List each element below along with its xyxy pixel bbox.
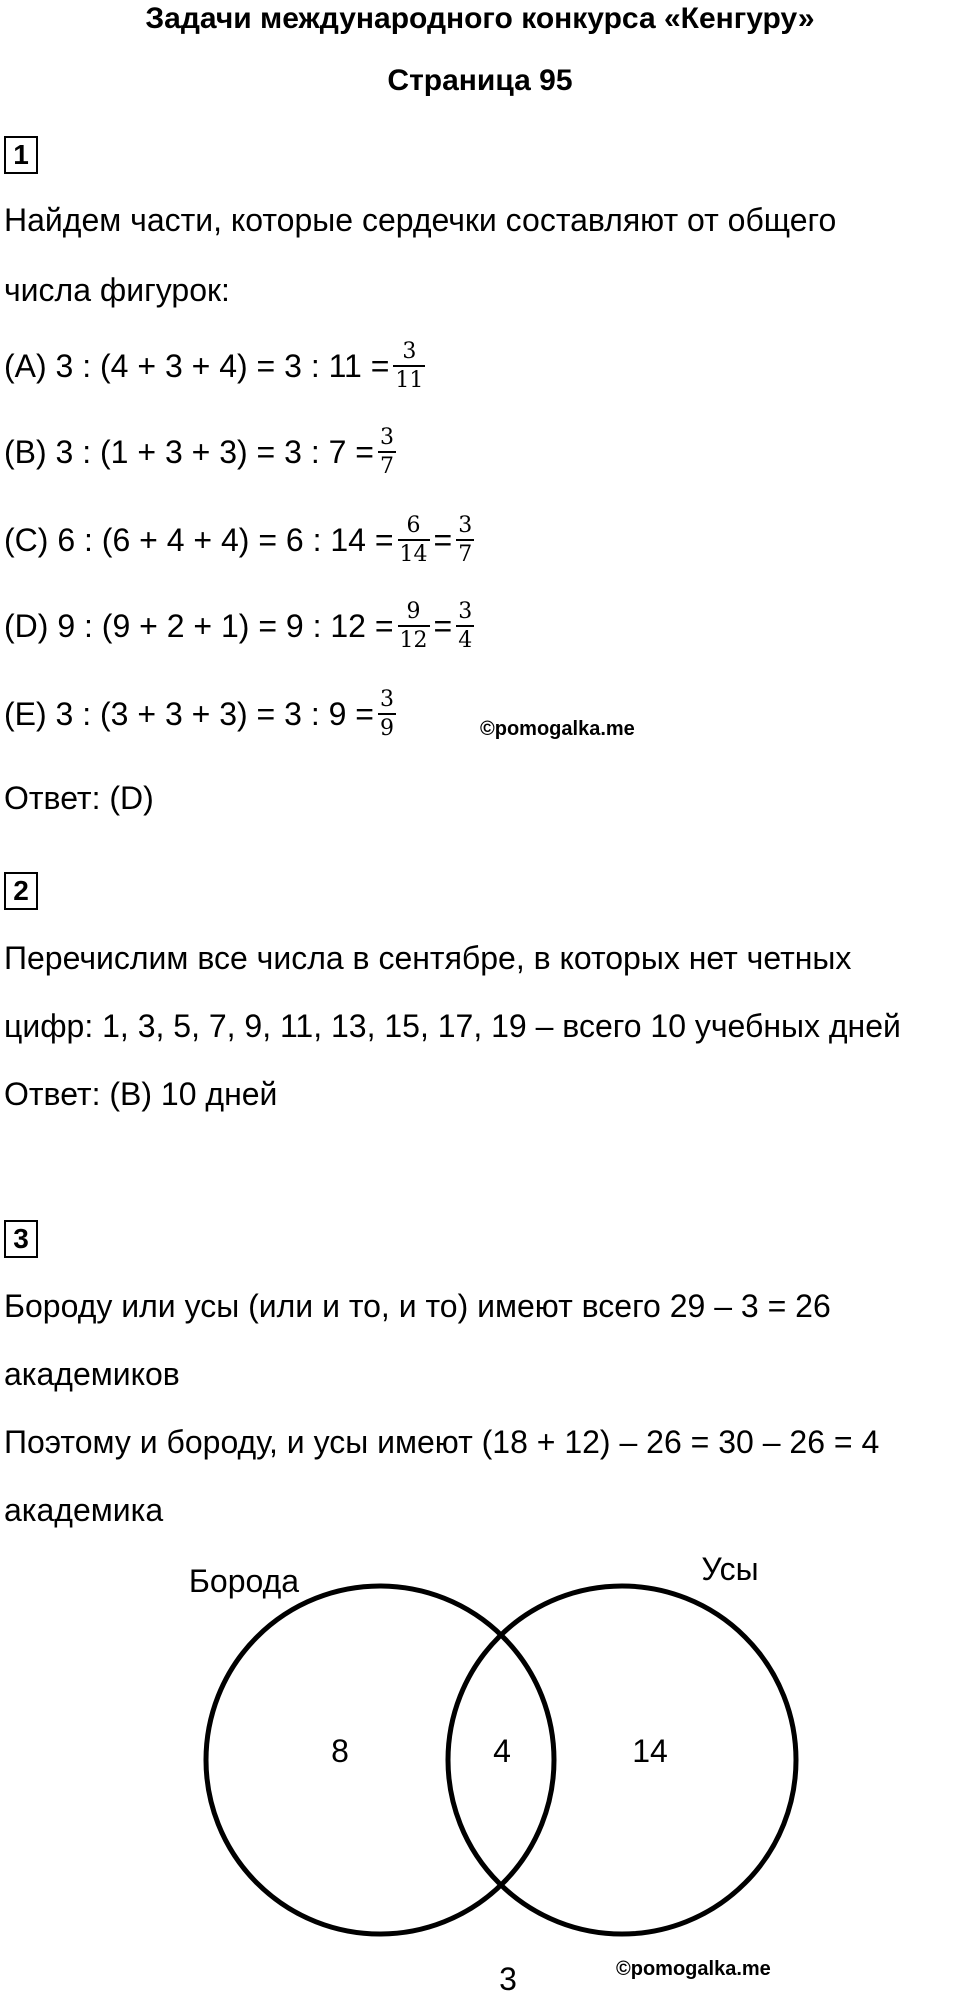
venn-right-only-value: 14 [632,1733,668,1769]
task2-line2: цифр: 1, 3, 5, 7, 9, 11, 13, 15, 17, 19 – всего 10 учебных дней [4,1008,901,1044]
fraction: $\frac{9}{12}$ [399,599,428,654]
equals-sign: = [433,521,453,558]
venn-left-only-value: 8 [331,1733,349,1769]
fraction: $\frac{3}{9}$ [379,687,394,742]
task3-line4: академика [4,1492,164,1528]
equation-text: (E) 3 : (3 + 3 + 3) = 3 : 9 = [4,695,374,732]
equation-text: (А) 3 : (4 + 3 + 4) = 3 : 11 = [4,347,390,384]
page-subtitle: Страница 95 [387,64,573,97]
equation-text: (B) 3 : (1 + 3 + 3) = 3 : 7 = [4,433,374,470]
equation-text: (C) 6 : (6 + 4 + 4) = 6 : 14 = [4,521,394,558]
venn-outside-value: 3 [499,1961,517,1997]
task3-line2: академиков [4,1356,180,1392]
task1-option-c [4,514,478,566]
task1-intro-line1: Найдем части, которые сердечки составляют от общего [4,202,837,238]
page-title: Задачи международного конкурса «Кенгуру» [145,2,815,35]
task1-intro-line2: числа фигурок: [4,272,230,308]
venn-intersection-value: 4 [493,1733,511,1769]
task1-option-a [4,340,429,392]
venn-left-label: Борода [188,1563,300,1599]
venn-right-label: Усы [701,1551,759,1587]
task2-line1: Перечислим все числа в сентябре, в которых нет четных [4,940,852,976]
task1-option-b [4,426,400,478]
task-number-3: 3 [4,1220,38,1258]
fraction: $\frac{3}{11}$ [395,339,424,394]
task1-option-d [4,600,478,652]
task-number-1: 1 [4,136,38,174]
watermark: ©pomogalka.me [616,1958,771,1980]
watermark: ©pomogalka.me [480,718,635,740]
equation-text: (D) 9 : (9 + 2 + 1) = 9 : 12 = [4,607,394,644]
fraction: $\frac{6}{14}$ [399,513,428,568]
fraction: $\frac{3}{7}$ [379,425,394,480]
task1-answer: Ответ: (D) [4,780,154,816]
task2-answer: Ответ: (B) 10 дней [4,1076,278,1112]
venn-diagram [0,1540,960,2000]
task1-option-e [4,688,400,740]
fraction-simplified: $\frac{3}{7}$ [458,513,473,568]
fraction-simplified: $\frac{3}{4}$ [458,599,473,654]
task-number-2: 2 [4,872,38,910]
task3-line3: Поэтому и бороду, и усы имеют (18 + 12) – 26 = 30 – 26 = 4 [4,1424,880,1460]
task3-line1: Бороду или усы (или и то, и то) имеют всего 29 – 3 = 26 [4,1288,831,1324]
equals-sign: = [433,607,453,644]
